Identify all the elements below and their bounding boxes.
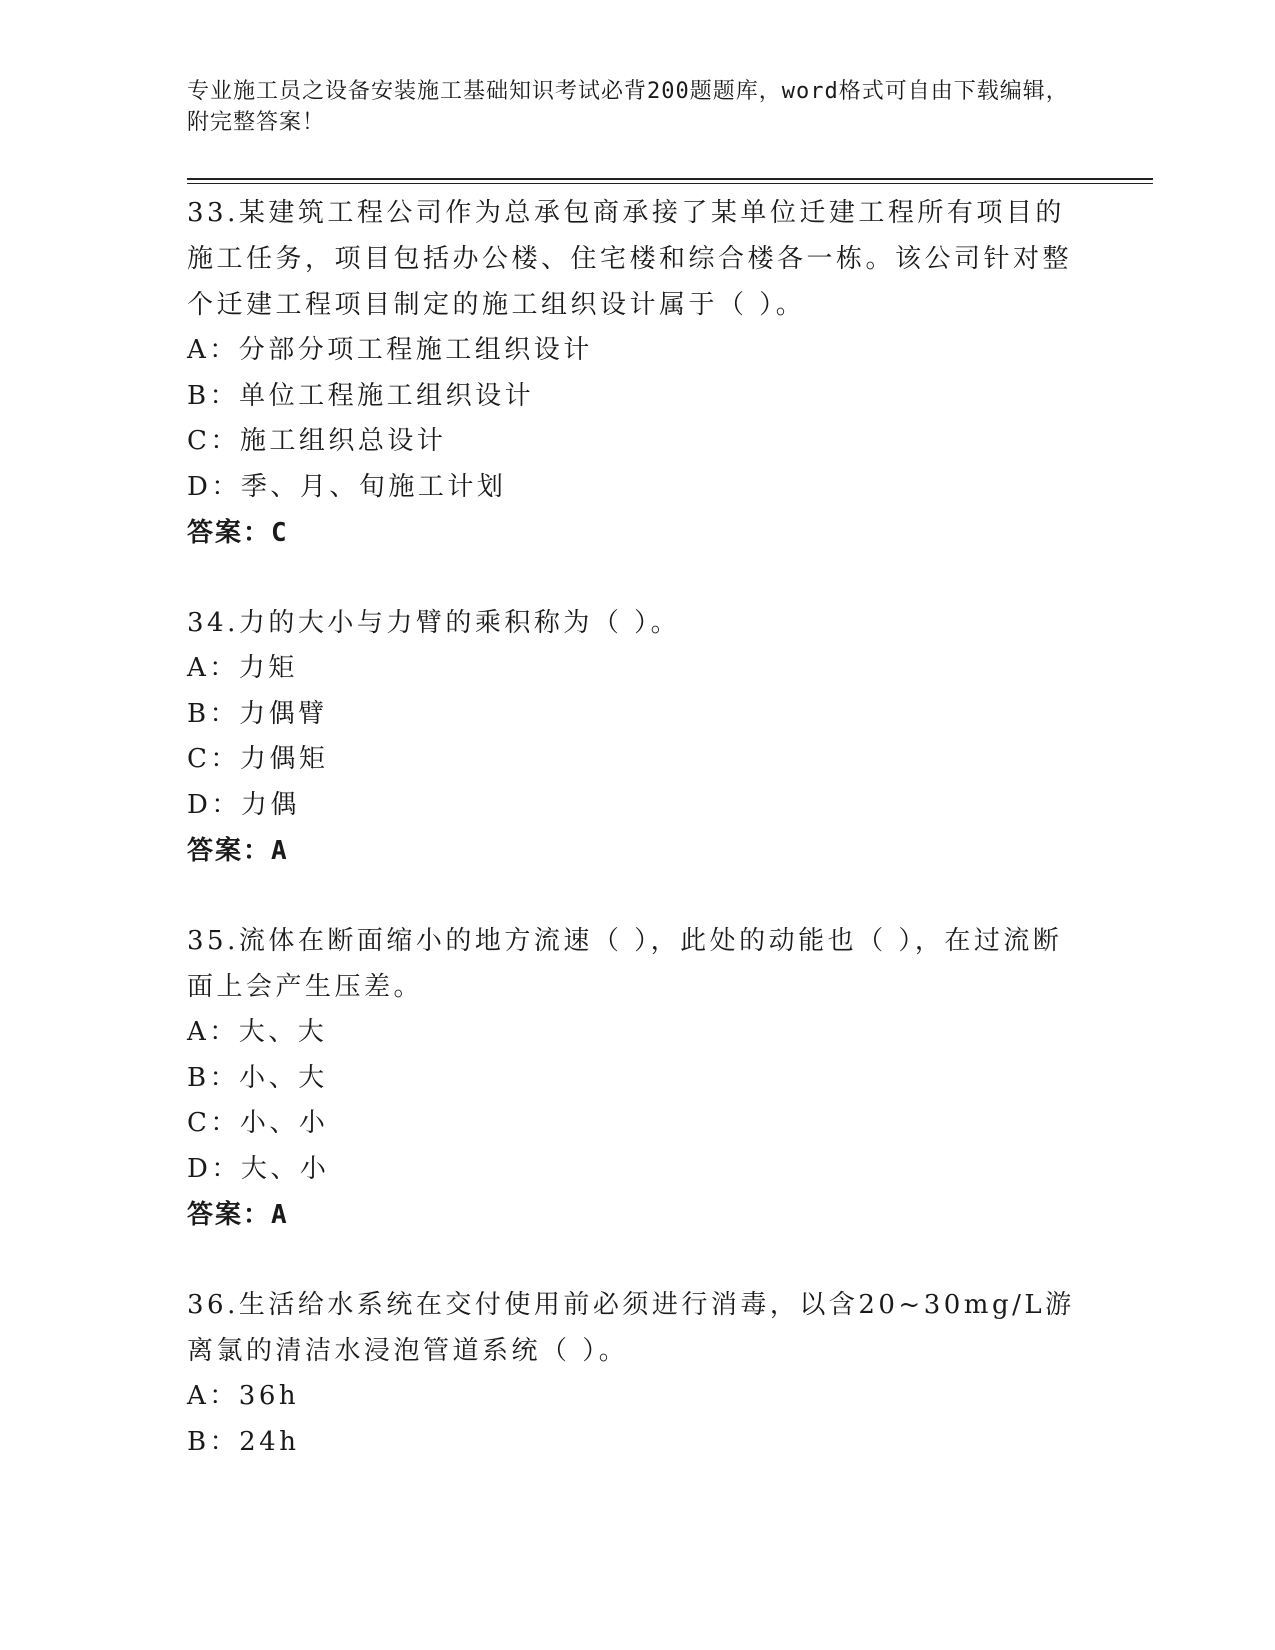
question-spacer (187, 1238, 1087, 1282)
option-d: D：季、月、旬施工计划 (187, 471, 507, 502)
question-35 (187, 918, 1087, 1238)
question-34 (187, 600, 1087, 874)
header-divider-thick (187, 178, 1153, 180)
option-b: B：24h (187, 1426, 300, 1457)
answer-line: 答案：A (187, 1200, 289, 1230)
question-spacer (187, 874, 1087, 918)
option-a: A：力矩 (187, 653, 298, 683)
document-header: 专业施工员之设备安装施工基础知识考试必背200题题库，word格式可自由下载编辑，附完整答案！ (187, 79, 1069, 135)
question-spacer (187, 556, 1087, 600)
question-list (187, 190, 1087, 1465)
question-stem: 34.力的大小与力臂的乘积称为（ ）。 (187, 608, 681, 638)
option-b: B：小、大 (187, 1062, 328, 1093)
option-a: A：大、大 (187, 1017, 328, 1047)
question-stem: 35.流体在断面缩小的地方流速（ ），此处的动能也（ ），在过流断面上会产生压差。 (187, 926, 1063, 1002)
question-36 (187, 1282, 1087, 1465)
question-stem: 33.某建筑工程公司作为总承包商承接了某单位迁建工程所有项目的施工任务，项目包括办公楼、住宅楼和综合楼各一栋。该公司针对整个迁建工程项目制定的施工组织设计属于（ ）。 (187, 198, 1073, 320)
option-a: A：分部分项工程施工组织设计 (187, 335, 593, 365)
option-a: A：36h (187, 1381, 300, 1411)
option-b: B：单位工程施工组织设计 (187, 380, 535, 411)
header-divider-thin (187, 183, 1153, 184)
option-c: C：小、小 (187, 1108, 329, 1138)
option-c: C：力偶矩 (187, 744, 329, 774)
option-d: D：力偶 (187, 789, 300, 820)
option-d: D：大、小 (187, 1153, 330, 1184)
option-b: B：力偶臂 (187, 698, 328, 729)
option-c: C：施工组织总设计 (187, 426, 447, 456)
question-33 (187, 190, 1087, 556)
answer-line: 答案：C (187, 518, 289, 548)
answer-line: 答案：A (187, 836, 289, 866)
question-stem: 36.生活给水系统在交付使用前必须进行消毒，以含20~30mg/L游离氯的清洁水浸泡管道系统（ ）。 (187, 1290, 1075, 1366)
